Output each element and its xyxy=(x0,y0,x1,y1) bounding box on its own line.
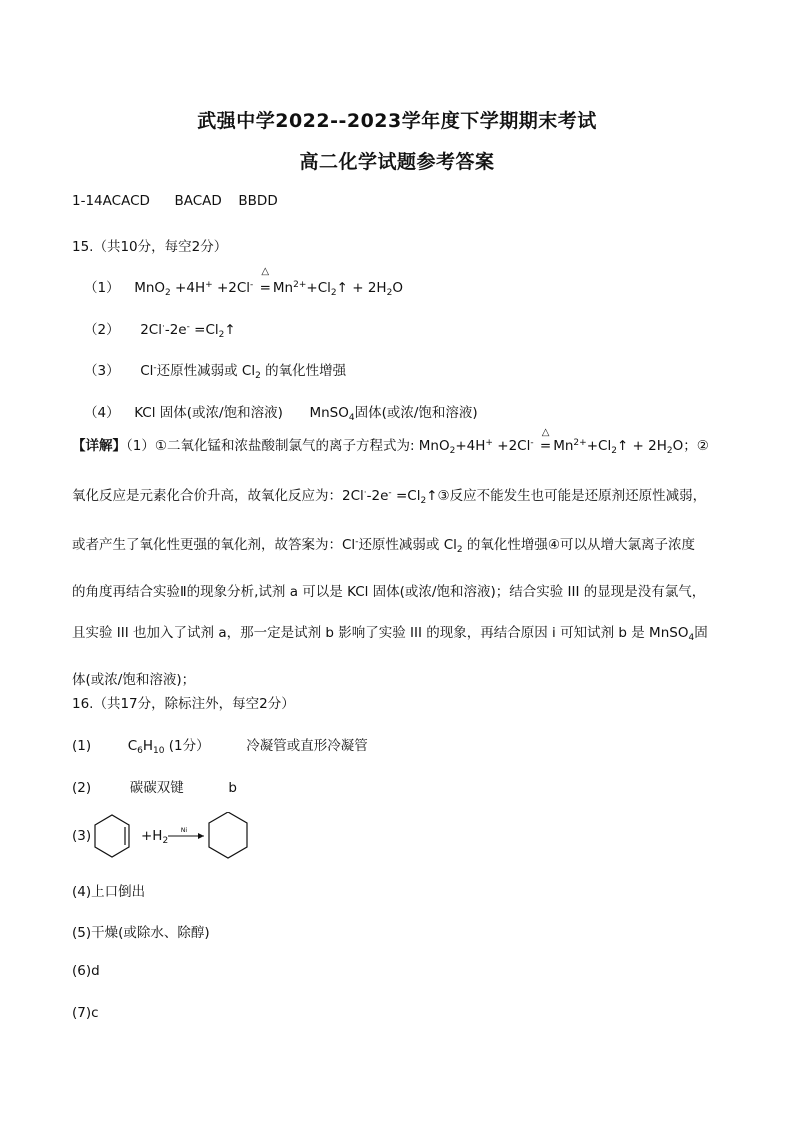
subscript: 2 xyxy=(420,495,427,506)
detail-line-2 xyxy=(72,473,727,523)
q15-answer-3 xyxy=(84,359,346,381)
hydrogenation-reaction-diagram xyxy=(90,812,260,860)
eq-text: Mn xyxy=(272,280,294,296)
eq-text: +4H xyxy=(170,280,206,296)
eq-text: MnSO xyxy=(309,405,349,421)
subscript: 4 xyxy=(348,413,355,423)
arrow-head xyxy=(198,833,204,839)
subscript: 2 xyxy=(162,836,169,846)
subscript: 6 xyxy=(137,746,143,756)
detail-text: Mn xyxy=(553,438,574,454)
detail-line-4: 的角度再结合实验Ⅱ的现象分析,试剂 a 可以是 KCl 固体(或浓/饱和溶液)；结合实验 III 的显现是没有氯气， xyxy=(72,583,706,600)
q16-answer-3-label: (3) xyxy=(72,828,92,844)
detail-label: 【详解】 xyxy=(72,438,126,454)
detail-text: 固 xyxy=(694,625,708,641)
subscript: 2 xyxy=(330,288,337,298)
answer-number: (1) xyxy=(72,738,92,754)
eq-text: +2Cl xyxy=(212,280,251,296)
subscript: 2 xyxy=(611,446,617,456)
detail-text: 还原性减弱或 Cl xyxy=(358,537,457,553)
detail-line-1 xyxy=(72,423,727,473)
superscript: 2+ xyxy=(293,280,307,290)
superscript: + xyxy=(485,438,493,448)
q15-answer-1 xyxy=(84,266,403,298)
superscript: + xyxy=(205,280,213,290)
detail-line-3 xyxy=(72,522,727,572)
detail-line-5 xyxy=(72,613,727,660)
q16-answer-5: (5)干燥(或除水、除醇) xyxy=(72,925,210,941)
choice-group-1: ACACD xyxy=(102,193,150,209)
answer-number: （2） xyxy=(84,322,120,338)
eq-text: MnO xyxy=(134,280,166,296)
cyclohexane-ring xyxy=(209,812,247,858)
detail-text: 的氧化性增强④可以从增大氯离子浓度 xyxy=(462,537,696,553)
detail-text: （1）①二氧化锰和浓盐酸制氯气的离子方程式为: MnO xyxy=(126,438,450,454)
superscript: · xyxy=(161,322,165,332)
eq-text: O xyxy=(392,280,403,296)
subscript: 10 xyxy=(153,746,165,756)
answer-number: (2) xyxy=(72,780,92,796)
heating-equals-sign: △ = xyxy=(538,426,553,468)
choice-group-2: BACAD xyxy=(174,193,222,209)
q15-answer-4 xyxy=(84,401,478,423)
detail-line-6: 体(或浓/饱和溶液)； xyxy=(72,671,196,688)
superscript: - xyxy=(250,280,254,290)
detail-text: -2e xyxy=(366,487,389,504)
detail-text: =Cl xyxy=(391,487,421,504)
eq-text: +Cl xyxy=(306,280,331,296)
eq-text: ↑ + 2H xyxy=(336,280,387,296)
subscript: 2 xyxy=(255,371,261,381)
subscript: 2 xyxy=(449,446,456,456)
q16-answer-7: (7)c xyxy=(72,1005,99,1021)
answer-number: （1） xyxy=(84,280,120,296)
eq-text: (1分） xyxy=(164,738,210,754)
cyclohexene-ring xyxy=(95,815,129,857)
eq-text: ↑ xyxy=(224,322,236,338)
eq-text: +H xyxy=(141,828,163,844)
detail-text: ↑③反应不能发生也可能是还原剂还原性减弱， xyxy=(426,487,707,504)
subscript: 2 xyxy=(456,545,463,555)
choice-group-3: BBDD xyxy=(238,193,278,209)
catalyst-label: Ni xyxy=(180,827,188,834)
choice-range: 1-14 xyxy=(72,193,103,209)
eq-text: 碳碳双键 xyxy=(129,780,184,796)
q16-answer-2 xyxy=(72,776,237,796)
heating-equals-sign: △ = xyxy=(259,266,271,296)
eq-text: 的氧化性增强 xyxy=(260,363,347,379)
q16-heading: 16.（共17分，除标注外，每空2分） xyxy=(72,696,295,712)
q15-heading: 15.（共10分，每空2分） xyxy=(72,239,228,255)
superscript: - xyxy=(153,363,157,373)
superscript: - xyxy=(355,537,359,547)
eq-text: 冷凝管或直形冷凝管 xyxy=(246,738,368,754)
superscript: 2+ xyxy=(573,438,587,448)
page-subtitle: 高二化学试题参考答案 xyxy=(299,151,495,173)
subscript: 2 xyxy=(165,288,171,298)
eq-text: b xyxy=(228,780,237,796)
q16-answer-4: (4)上口倒出 xyxy=(72,884,146,900)
hydrogen-reactant xyxy=(141,828,168,846)
detail-text: 且实验 III 也加入了试剂 a，那一定是试剂 b 影响了实验 III 的现象，再结合原因 i 可知试剂 b 是 MnSO xyxy=(72,625,689,641)
subscript: 2 xyxy=(218,330,225,340)
choice-answers xyxy=(72,193,278,209)
detail-text: +Cl xyxy=(586,438,612,454)
eq-text: Cl xyxy=(140,363,154,379)
eq-text: 还原性减弱或 Cl xyxy=(156,363,256,379)
superscript: - xyxy=(186,322,190,332)
q16-answer-6: (6)d xyxy=(72,963,100,979)
q15-detail xyxy=(72,423,727,701)
eq-text: 2Cl xyxy=(140,322,162,338)
subscript: 2 xyxy=(666,446,673,456)
superscript: - xyxy=(530,438,534,448)
detail-text: ↑ + 2H xyxy=(616,438,667,454)
detail-text: 氧化反应是元素化合价升高，故氧化反应为：2Cl xyxy=(72,487,364,504)
detail-text: O；② xyxy=(672,438,709,454)
eq-text: KCl 固体(或浓/饱和溶液) xyxy=(134,405,283,421)
superscript: · xyxy=(363,487,367,498)
eq-text: C xyxy=(127,738,138,754)
delta-icon: △ xyxy=(261,266,270,277)
superscript: - xyxy=(388,487,392,498)
eq-text: H xyxy=(142,738,154,754)
eq-text: =Cl xyxy=(189,322,219,338)
detail-text: +2Cl xyxy=(492,438,531,454)
detail-text: 或者产生了氧化性更强的氧化剂，故答案为：Cl xyxy=(72,537,356,553)
q16-answer-1 xyxy=(72,734,368,756)
answer-number: （4） xyxy=(84,405,120,421)
delta-icon: △ xyxy=(541,427,550,438)
page-title: 武强中学2022--2023学年度下学期期末考试 xyxy=(197,110,597,132)
detail-text: +4H xyxy=(455,438,486,454)
answer-number: （3） xyxy=(84,363,120,379)
eq-text: -2e xyxy=(164,322,187,338)
subscript: 4 xyxy=(688,633,695,643)
eq-text: 固体(或浓/饱和溶液) xyxy=(354,405,478,421)
subscript: 2 xyxy=(386,288,393,298)
q15-answer-2 xyxy=(84,318,236,340)
